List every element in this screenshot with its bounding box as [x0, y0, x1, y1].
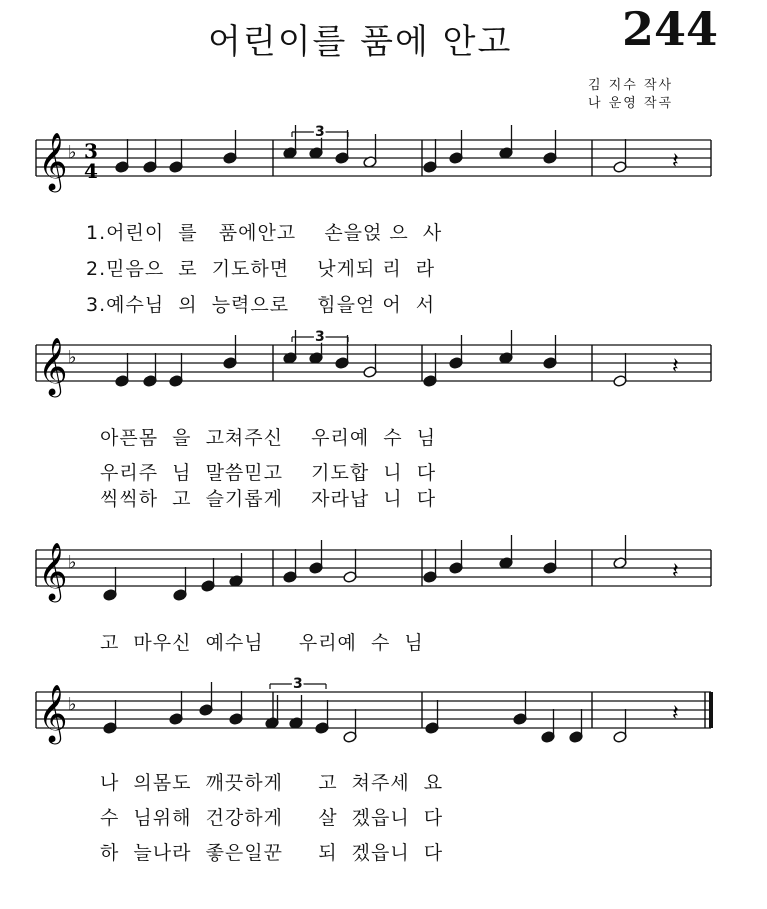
treble-clef-icon: 𝄞	[38, 132, 68, 190]
staff-system	[36, 542, 711, 603]
lyric-line: 씩씩하 고 슬기롭게 자라납 니 다	[100, 488, 437, 510]
lyric-line: 수 님위해 건강하게 살 겠읍니 다	[100, 807, 444, 829]
lyricist-credit: 김 지수 작사	[588, 78, 674, 93]
flat-key-signature-icon: ♭	[68, 552, 77, 573]
quarter-rest-icon: 𝄽	[672, 559, 679, 584]
lyric-line: 2.믿음으 로 기도하면 낫게되 리 라	[86, 258, 436, 280]
lyric-line: 나 의몸도 깨끗하게 고 쳐주세 요	[100, 772, 444, 794]
triplet-mark: 3	[315, 124, 325, 140]
hymn-title: 어린이를 품에 안고	[208, 22, 513, 62]
quarter-rest-icon: 𝄽	[672, 354, 679, 379]
quarter-rest-icon: 𝄽	[672, 701, 679, 726]
quarter-rest-icon: 𝄽	[672, 149, 679, 174]
lyric-line: 우리주 님 말씀믿고 기도합 니 다	[100, 462, 437, 484]
treble-clef-icon: 𝄞	[38, 337, 68, 395]
triplet-mark: 3	[293, 676, 303, 692]
triplet-mark: 3	[315, 329, 325, 345]
treble-clef-icon: 𝄞	[38, 542, 68, 600]
hymn-number: 244	[622, 2, 719, 56]
composer-credit: 나 운영 작곡	[588, 96, 674, 111]
time-signature-top: 3	[84, 139, 98, 163]
flat-key-signature-icon: ♭	[68, 142, 77, 163]
flat-key-signature-icon: ♭	[68, 694, 77, 715]
lyric-line: 하 늘나라 좋은일꾼 되 겠읍니 다	[100, 842, 444, 864]
flat-key-signature-icon: ♭	[68, 347, 77, 368]
lyric-line: 1.어린이 를 품에안고 손을얹 으 사	[86, 222, 443, 244]
lyric-line: 아픈몸 을 고쳐주신 우리예 수 님	[100, 427, 437, 449]
time-signature-bottom: 4	[84, 159, 98, 183]
treble-clef-icon: 𝄞	[38, 684, 68, 742]
lyric-line: 3.예수님 의 능력으로 힘을얻 어 서	[86, 294, 436, 316]
staff-system	[36, 684, 711, 745]
lyric-line: 고 마우신 예수님 우리예 수 님	[100, 632, 424, 654]
